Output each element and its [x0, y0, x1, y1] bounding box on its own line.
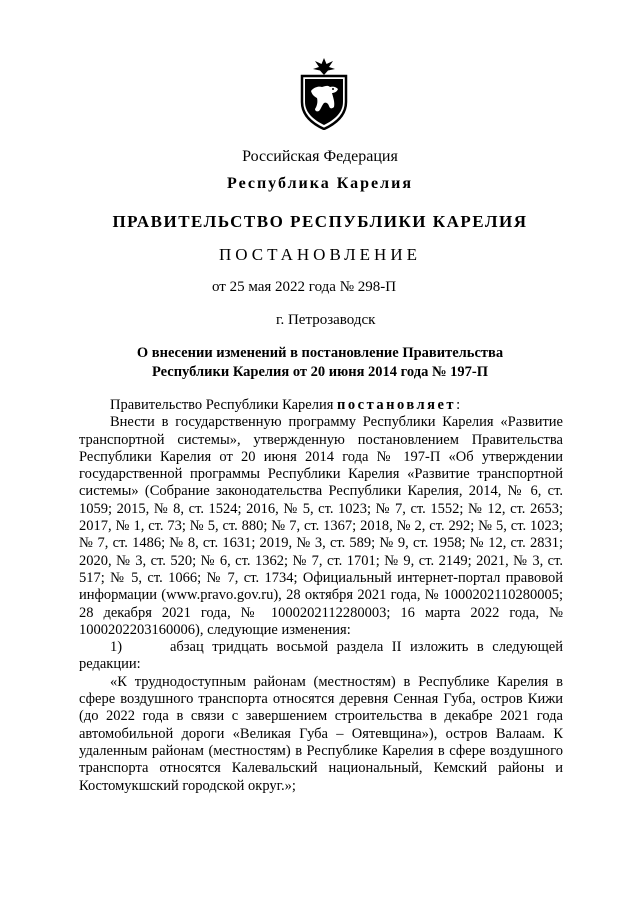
intro-suffix: : [456, 397, 461, 413]
decree-body [79, 397, 563, 795]
decree-title [0, 344, 640, 382]
decree-title-line-1: О внесении изменений в постановление Правительства [136, 345, 504, 361]
intro-prefix: Правительство Республики Карелия [110, 397, 338, 413]
country-name: Российская Федерация [242, 148, 398, 165]
quoted-paragraph: «К труднодоступным районам (местностям) в Республике Карелия в сфере воздушного транспорта относятся деревня Сенная Губа, остров Кижи (до 2022 года в связи с завершением строительства в декабре 2021 года автомобильной дороги «Великая Губа – Оятевщина»), остров Валаам. К удаленным районам (местностям) в Республике Карелия в сфере воздушного транспорта относятся Калевальский национальный, Кемский районы и Костомукшский городской округ.»; [79, 673, 563, 794]
city-name: г. Петрозаводск [276, 312, 376, 328]
main-paragraph: Внести в государственную программу Республики Карелия «Развитие транспортной системы», утвержденную постановлением Правительства Республики Карелия от 20 июня 2014 года № 197-П «Об утверждении государственной программы Республики Карелия «Развитие транспортной системы» (Собрание законодательства Республики Карелия, 2014, № 6, ст. 1059; 2015, № 8, ст. 1524; 2016, № 5, ст. 1023; № 7, ст. 1552; № 12, ст. 2653; 2017, № 1, ст. 73; № 5, ст. 880; № 7, ст. 1367; 2018, № 2, ст. 292; № 5, ст. 1023; № 7, ст. 1486; № 8, ст. 1631; 2019, № 3, ст. 589; № 9, ст. 1958; № 12, ст. 2831; 2020, № 3, ст. 520; № 6, ст. 1362; № 7, ст. 1701; № 9, ст. 2149; 2021, № 3, ст. 517; № 5, ст. 1066; № 7, ст. 1734; Официальный интернет-портал правовой информации (www.pravo.gov.ru), 28 октября 2021 года, № 1000202110280005; 28 декабря 2021 года, № 1000202112280003; 16 марта 2022 года, № 1000202203160006), следующие изменения: [79, 414, 563, 638]
karelia-coat-of-arms-icon [297, 58, 351, 130]
item-number: 1) [110, 639, 123, 656]
government-name: ПРАВИТЕЛЬСТВО РЕСПУБЛИКИ КАРЕЛИЯ [112, 212, 528, 231]
republic-name: Республика Карелия [227, 175, 413, 192]
intro-paragraph [79, 397, 563, 414]
document-type: ПОСТАНОВЛЕНИЕ [218, 245, 421, 264]
list-item [79, 639, 563, 674]
decree-title-line-2: Республики Карелия от 20 июня 2014 года № 197-П [151, 364, 488, 380]
decree-date-number: от 25 мая 2022 года № 298-П [212, 279, 397, 295]
item-text: абзац тридцать восьмой раздела II изложить в следующей редакции: [79, 639, 563, 673]
intro-verb: постановляет [337, 397, 457, 413]
